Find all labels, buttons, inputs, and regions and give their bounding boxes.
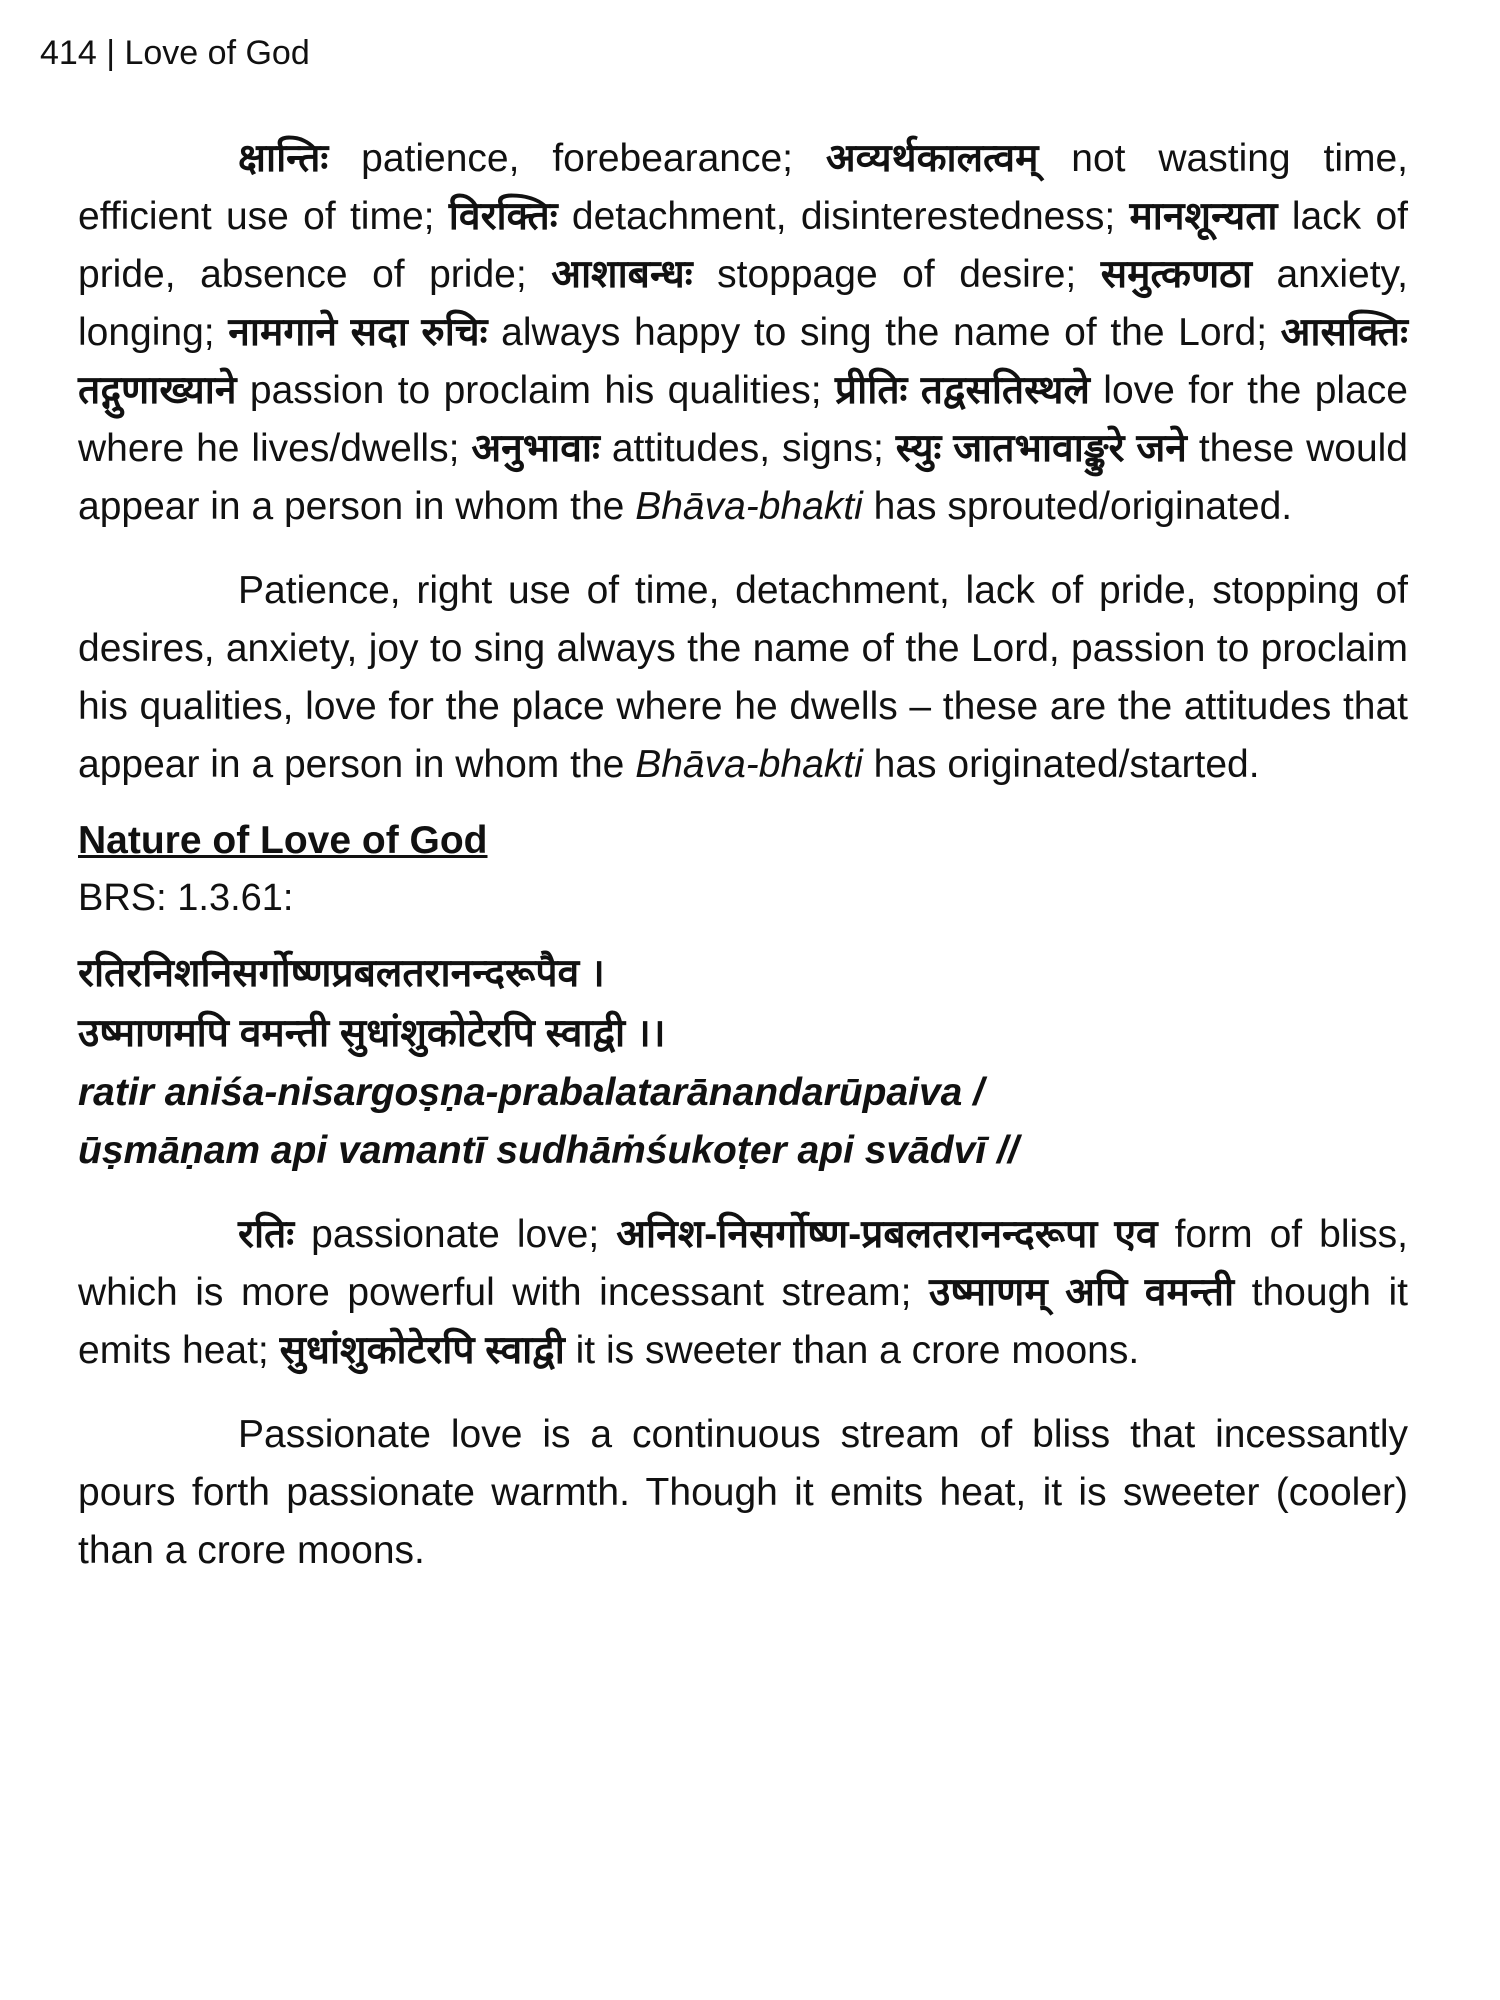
sanskrit-term: मानशून्यता	[1129, 195, 1278, 238]
gloss-text: detachment, disinterestedness;	[557, 195, 1130, 238]
gloss-text: love for the place where he lives/dwells;	[78, 369, 1408, 470]
gloss-text: always happy to sing the name of the Lord;	[487, 311, 1281, 354]
gloss-text: passion to proclaim his qualities;	[236, 369, 835, 412]
summary-paragraph-2: Passionate love is a continuous stream of bliss that incessantly pours forth passionate warmth. Though it emits heat, it is sweeter (cooler) than a crore moons.	[78, 1413, 1408, 1572]
gloss-text: stoppage of desire;	[692, 253, 1101, 296]
verse-reference: BRS: 1.3.61:	[78, 877, 294, 919]
gloss-paragraph-1	[78, 130, 1408, 536]
gloss-paragraph-2	[78, 1206, 1408, 1380]
gloss-text: these would appear in a person in whom the	[78, 427, 1408, 528]
italic-term: Bhāva-bhakti	[635, 485, 863, 528]
transliteration-line-2: ūṣmāṇam api vamantī sudhāṁśukoṭer api svādvī //	[78, 1129, 1019, 1172]
gloss-text: has sprouted/originated.	[862, 485, 1293, 528]
sanskrit-term: अव्यर्थकालत्वम्	[825, 137, 1039, 180]
gloss-text: though it emits heat;	[78, 1271, 1408, 1372]
sanskrit-term: अनिश-निसर्गोष्ण-प्रबलतरानन्दरूपा एव	[616, 1213, 1158, 1256]
header-separator: |	[106, 34, 116, 72]
sanskrit-term: नामगाने सदा रुचिः	[228, 311, 488, 354]
sanskrit-term: आसक्तिः तद्गुणाख्याने	[78, 311, 1409, 412]
main-text	[78, 130, 1408, 1580]
summary-paragraph-1	[78, 562, 1408, 794]
gloss-text: patience, forebearance;	[328, 137, 826, 180]
gloss-text: passionate love;	[294, 1213, 617, 1256]
transliteration-line-1: ratir aniśa-nisargoṣṇa-prabalatarānandarūpaiva /	[78, 1071, 984, 1114]
sanskrit-term: उष्माणम् अपि वमन्ती	[929, 1271, 1235, 1314]
verse-line-1: रतिरनिशनिसर्गोष्णप्रबलतरानन्दरूपैव ।	[78, 952, 605, 995]
sanskrit-term: अनुभावाः	[471, 427, 600, 470]
gloss-text: not wasting time, efficient use of time;	[78, 137, 1409, 238]
sanskrit-term: प्रीतिः तद्वसतिस्थले	[834, 369, 1090, 412]
gloss-text: attitudes, signs;	[599, 427, 896, 470]
sanskrit-term: विरक्तिः	[448, 195, 558, 238]
gloss-text: lack of pride, absence of pride;	[78, 195, 1408, 296]
summary-text: Patience, right use of time, detachment, lack of pride, stopping of desires, anxiety, joy to sing always the name of the Lord, passion to proclaim his qualities, love for the place where he dwells – these are the attitudes that appear in a person in whom the	[78, 569, 1408, 786]
sanskrit-term: आशाबन्धः	[551, 253, 693, 296]
verse-line-2: उष्माणमपि वमन्ती सुधांशुकोटेरपि स्वाद्वी ।।	[78, 1012, 666, 1055]
sanskrit-term: समुत्कणठा	[1100, 253, 1252, 296]
sanskrit-term: रतिः	[238, 1213, 295, 1256]
book-title: Love of God	[124, 34, 310, 72]
gloss-text: anxiety, longing;	[78, 253, 1408, 354]
summary-text-end: has originated/started.	[862, 743, 1260, 786]
gloss-text: it is sweeter than a crore moons.	[564, 1329, 1140, 1372]
italic-term: Bhāva-bhakti	[635, 743, 863, 786]
sanskrit-term: सुधांशुकोटेरपि स्वाद्वी	[279, 1329, 565, 1372]
sanskrit-term: क्षान्तिः	[238, 137, 329, 180]
sanskrit-term: स्युः जातभावाङ्कुरे जने	[895, 427, 1187, 470]
section-heading: Nature of Love of God	[78, 819, 488, 862]
page-number: 414	[40, 34, 97, 72]
gloss-text: form of bliss, which is more powerful with incessant stream;	[78, 1213, 1408, 1314]
page-header	[40, 34, 310, 73]
